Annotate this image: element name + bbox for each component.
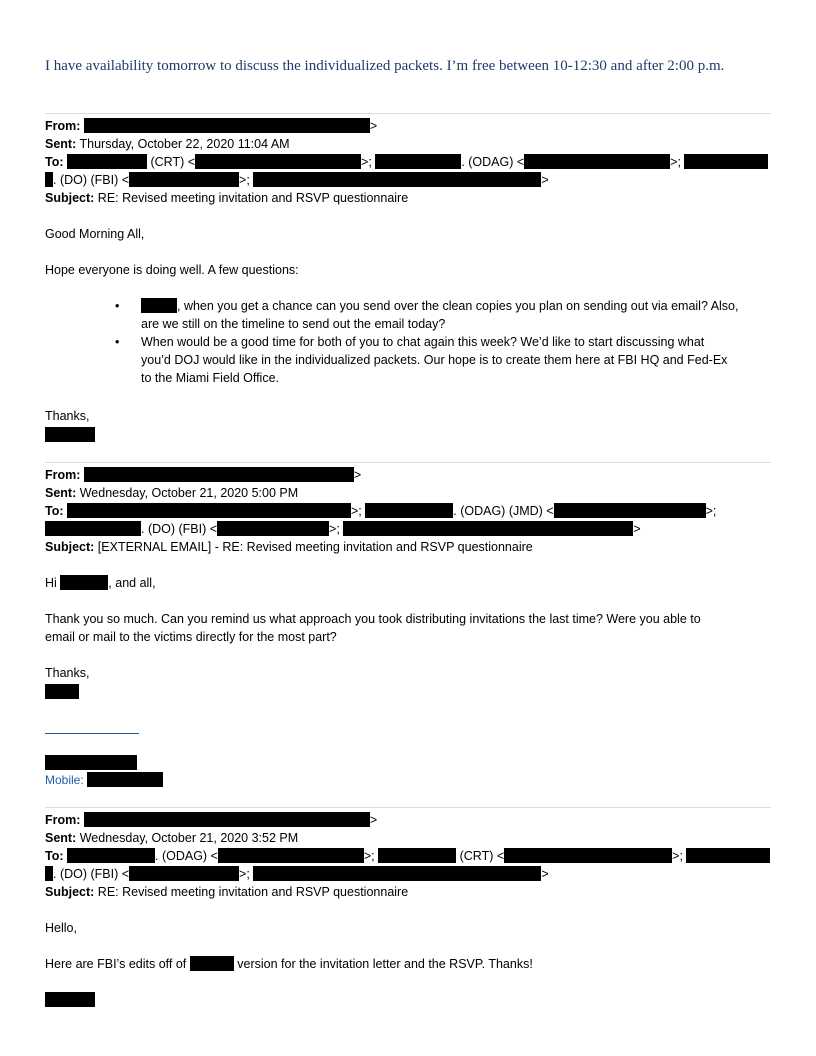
recipient-text: >; bbox=[705, 504, 717, 518]
greeting-text: Hi bbox=[45, 576, 57, 590]
recipient-text: . (DO) (FBI) < bbox=[53, 867, 130, 881]
recipient-text: >; bbox=[361, 155, 372, 169]
redaction bbox=[378, 848, 456, 863]
email1-signoff: Thanks, bbox=[45, 409, 90, 423]
redaction bbox=[524, 154, 670, 169]
redaction bbox=[45, 521, 141, 536]
recipient-text: >; bbox=[363, 849, 375, 863]
redaction bbox=[84, 812, 370, 827]
subject-label: Subject: bbox=[45, 885, 95, 899]
email2-to-line bbox=[45, 502, 716, 520]
redaction bbox=[253, 172, 541, 187]
email2-greeting bbox=[45, 574, 156, 592]
reply-message-text: I have availability tomorrow to discuss the individualized packets. I’m free between 10-12:30 and after 2:00 p.m. bbox=[45, 58, 725, 74]
email3-subject: RE: Revised meeting invitation and RSVP questionnaire bbox=[97, 885, 409, 899]
separator bbox=[45, 807, 771, 808]
redaction bbox=[343, 521, 633, 536]
redaction bbox=[45, 172, 53, 187]
body-text: version for the invitation letter and the RSVP. Thanks! bbox=[237, 957, 533, 971]
recipient-text: >; bbox=[239, 867, 250, 881]
email3-sent-line bbox=[45, 829, 298, 847]
email2-to-line-2 bbox=[45, 520, 641, 538]
email3-to-line bbox=[45, 847, 770, 865]
subject-label: Subject: bbox=[45, 191, 95, 205]
email1-sent-date: Thursday, October 22, 2020 11:04 AM bbox=[79, 137, 290, 151]
redaction bbox=[141, 298, 177, 313]
separator bbox=[45, 462, 771, 463]
redaction bbox=[84, 118, 370, 133]
email3-body-line bbox=[45, 955, 533, 973]
redaction bbox=[84, 467, 354, 482]
bullet-text: are we still on the timeline to send out the email today? bbox=[141, 317, 446, 331]
bullet-icon: • bbox=[115, 335, 120, 349]
redaction bbox=[87, 772, 163, 787]
email1-sent-line bbox=[45, 135, 290, 153]
redaction bbox=[45, 427, 95, 442]
bullet-icon: • bbox=[115, 299, 120, 313]
recipient-text: > bbox=[541, 173, 549, 187]
bullet-text: , when you get a chance can you send over the clean copies you plan on sending out via email? Also, bbox=[177, 299, 739, 313]
email2-sent-line bbox=[45, 484, 298, 502]
email3-from-line bbox=[45, 811, 377, 829]
email1-question-list bbox=[115, 297, 765, 387]
recipient-text: . (DO) (FBI) < bbox=[53, 173, 130, 187]
email1-to-line bbox=[45, 153, 768, 171]
list-item bbox=[115, 297, 765, 333]
recipient-text: >; bbox=[329, 522, 340, 536]
email3-to-line-2 bbox=[45, 865, 549, 883]
redaction bbox=[45, 755, 137, 770]
email2-sent-date: Wednesday, October 21, 2020 5:00 PM bbox=[79, 486, 299, 500]
bullet-text: When would be a good time for both of you to chat again this week? We’d like to start discussing what bbox=[141, 335, 705, 349]
from-label: From: bbox=[45, 813, 81, 827]
greeting-text: , and all, bbox=[108, 576, 156, 590]
subject-label: Subject: bbox=[45, 540, 95, 554]
bracket: > bbox=[369, 813, 378, 827]
body-text: Here are FBI’s edits off of bbox=[45, 957, 187, 971]
email3-subject-line bbox=[45, 883, 408, 901]
email1-subject-line bbox=[45, 189, 408, 207]
recipient-text: (CRT) < bbox=[150, 155, 196, 169]
redaction bbox=[190, 956, 234, 971]
email3-signature bbox=[45, 991, 95, 1009]
redaction bbox=[45, 684, 79, 699]
bullet-text: to the Miami Field Office. bbox=[141, 371, 280, 385]
email1-from-line bbox=[45, 117, 377, 135]
email2-from-line bbox=[45, 466, 361, 484]
email1-intro-line: Hope everyone is doing well. A few questions: bbox=[45, 263, 299, 277]
signature-name bbox=[45, 754, 137, 772]
from-label: From: bbox=[45, 468, 81, 482]
redaction bbox=[67, 154, 147, 169]
email1-to-line-2 bbox=[45, 171, 549, 189]
redaction bbox=[45, 866, 53, 881]
recipient-text: . (DO) (FBI) < bbox=[141, 522, 218, 536]
redaction bbox=[129, 172, 239, 187]
email2-subject: [EXTERNAL EMAIL] - RE: Revised meeting invitation and RSVP questionnaire bbox=[97, 540, 533, 554]
redaction bbox=[195, 154, 361, 169]
redaction bbox=[67, 848, 155, 863]
list-item bbox=[115, 333, 765, 387]
recipient-text: . (ODAG) < bbox=[155, 849, 218, 863]
sent-label: Sent: bbox=[45, 486, 77, 500]
recipient-text: . (ODAG) < bbox=[461, 155, 525, 169]
recipient-text: > bbox=[633, 522, 641, 536]
email1-subject: RE: Revised meeting invitation and RSVP questionnaire bbox=[97, 191, 409, 205]
redaction bbox=[365, 503, 453, 518]
redaction bbox=[67, 503, 351, 518]
recipient-text: >; bbox=[239, 173, 250, 187]
to-label: To: bbox=[45, 849, 64, 863]
redaction bbox=[504, 848, 672, 863]
signature-divider bbox=[45, 733, 139, 734]
email2-subject-line bbox=[45, 538, 533, 556]
recipient-text: . (ODAG) (JMD) < bbox=[453, 504, 554, 518]
recipient-text: (CRT) < bbox=[459, 849, 505, 863]
redaction bbox=[684, 154, 768, 169]
redaction bbox=[129, 866, 239, 881]
email2-signature bbox=[45, 683, 79, 701]
recipient-text: >; bbox=[672, 849, 683, 863]
bracket: > bbox=[369, 119, 378, 133]
to-label: To: bbox=[45, 155, 64, 169]
redaction bbox=[218, 848, 364, 863]
bullet-text: you’d DOJ would like in the individualized packets. Our hope is to create them here at FBI HQ and Fed-Ex bbox=[141, 353, 728, 367]
email2-body-line: Thank you so much. Can you remind us what approach you took distributing invitations the last time? Were you able to bbox=[45, 612, 701, 626]
redaction bbox=[60, 575, 108, 590]
redaction bbox=[686, 848, 770, 863]
signature-mobile-line bbox=[45, 771, 163, 789]
to-label: To: bbox=[45, 504, 64, 518]
redaction bbox=[217, 521, 329, 536]
bracket: > bbox=[353, 468, 362, 482]
email2-body-line: email or mail to the victims directly for the most part? bbox=[45, 630, 337, 644]
email3-sent-date: Wednesday, October 21, 2020 3:52 PM bbox=[79, 831, 299, 845]
sent-label: Sent: bbox=[45, 831, 77, 845]
redaction bbox=[554, 503, 706, 518]
email2-signoff: Thanks, bbox=[45, 666, 90, 680]
email1-signature bbox=[45, 426, 95, 444]
sent-label: Sent: bbox=[45, 137, 77, 151]
separator bbox=[45, 113, 771, 114]
redaction bbox=[45, 992, 95, 1007]
recipient-text: > bbox=[541, 867, 549, 881]
redaction bbox=[253, 866, 541, 881]
redaction bbox=[375, 154, 461, 169]
email1-greeting: Good Morning All, bbox=[45, 227, 145, 241]
from-label: From: bbox=[45, 119, 81, 133]
email3-greeting: Hello, bbox=[45, 921, 77, 935]
recipient-text: >; bbox=[670, 155, 681, 169]
recipient-text: >; bbox=[351, 504, 362, 518]
mobile-label: Mobile: bbox=[45, 773, 84, 787]
